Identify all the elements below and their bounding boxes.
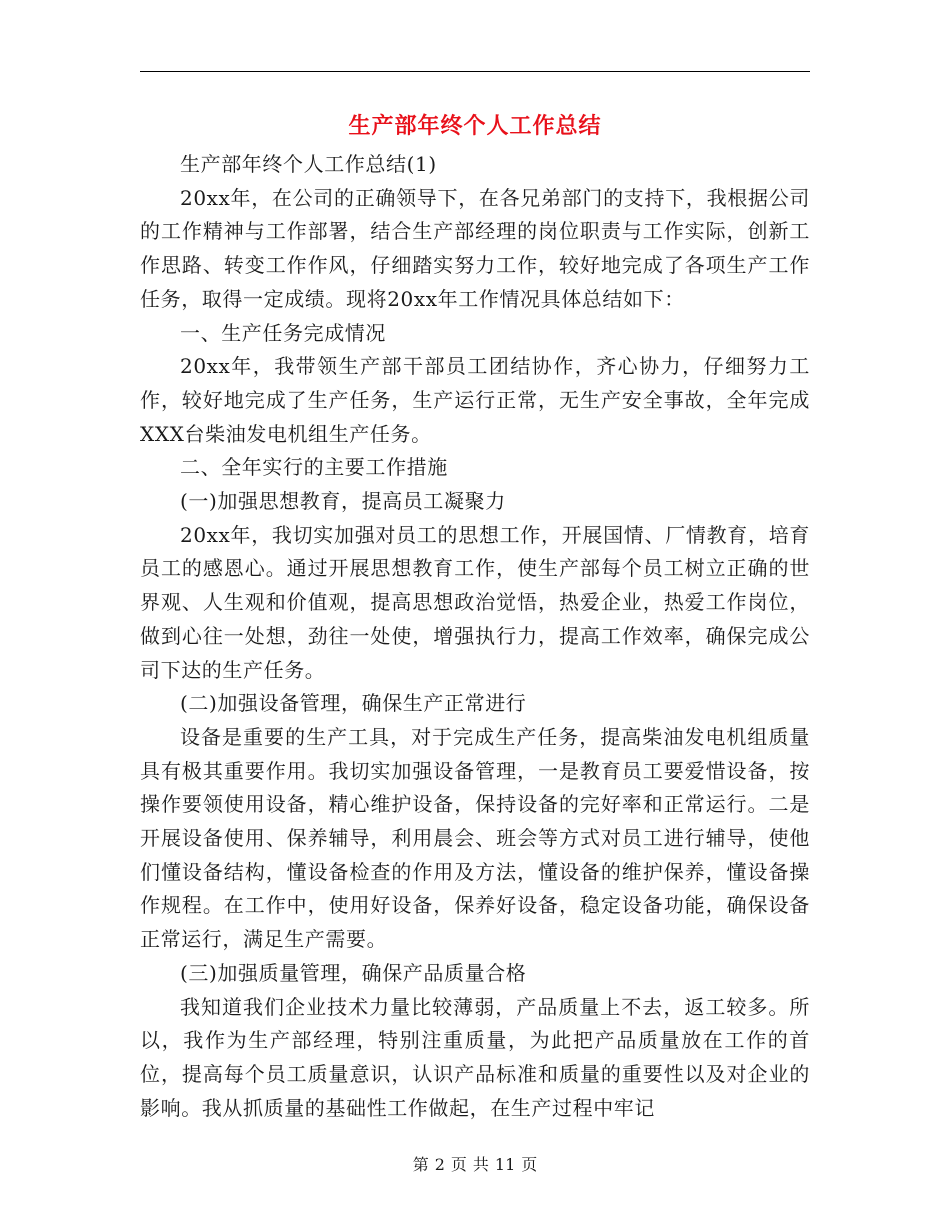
page-footer	[0, 1153, 950, 1177]
current-page-number: 2	[434, 1155, 445, 1174]
total-page-count: 11	[494, 1155, 516, 1174]
page-prefix: 第	[412, 1155, 429, 1174]
section-heading: 一、生产任务完成情况	[180, 320, 386, 345]
body-paragraph: 我知道我们企业技术力量比较薄弱，产品质量上不去，返工较多。所以，我作为生产部经理，特别注重质量，为此把产品质量放在工作的首位，提高每个员工质量意识，认识产品标准和质量的重要性以及对企业的影响。我从抓质量的基础性工作做起，在生产过程中牢记	[140, 994, 810, 1120]
total-prefix: 共	[472, 1155, 489, 1174]
page-suffix: 页	[521, 1155, 538, 1174]
document-body	[140, 148, 810, 1125]
body-paragraph: 20xx年，在公司的正确领导下，在各兄弟部门的支持下，我根据公司的工作精神与工作部署，结合生产部经理的岗位职责与工作实际，创新工作思路、转变工作作风，仔细踏实努力工作，较好地完成了各项生产工作任务，取得一定成绩。现将20xx年工作情况具体总结如下：	[140, 185, 810, 311]
section-heading: 生产部年终个人工作总结(1)	[180, 152, 437, 176]
body-paragraph: 20xx年，我带领生产部干部员工团结协作，齐心协力，仔细努力工作，较好地完成了生产任务，生产运行正常，无生产安全事故，全年完成XXX台柴油发电机组生产任务。	[140, 354, 810, 446]
header-rule	[140, 71, 810, 72]
body-paragraph: 设备是重要的生产工具，对于完成生产任务，提高柴油发电机组质量具有极其重要作用。我切实加强设备管理，一是教育员工要爱惜设备，按操作要领使用设备，精心维护设备，保持设备的完好率和正常运行。二是开展设备使用、保养辅导，利用晨会、班会等方式对员工进行辅导，使他们懂设备结构，懂设备检查的作用及方法，懂设备的维护保养，懂设备操作规程。在工作中，使用好设备，保养好设备，稳定设备功能，确保设备正常运行，满足生产需要。	[140, 724, 810, 952]
body-paragraph: 20xx年，我切实加强对员工的思想工作，开展国情、厂情教育，培育员工的感恩心。通过开展思想教育工作，使生产部每个员工树立正确的世界观、人生观和价值观，提高思想政治觉悟，热爱企业，热爱工作岗位，做到心往一处想，劲往一处使，增强执行力，提高工作效率，确保完成公司下达的生产任务。	[140, 522, 810, 682]
page-label: 页	[450, 1155, 467, 1174]
subsection-heading: (二)加强设备管理，确保生产正常进行	[180, 691, 527, 716]
subsection-heading: (三)加强质量管理，确保产品质量合格	[180, 960, 527, 985]
subsection-heading: (一)加强思想教育，提高员工凝聚力	[180, 489, 506, 514]
section-heading: 二、全年实行的主要工作措施	[180, 455, 448, 480]
document-title: 生产部年终个人工作总结	[348, 113, 602, 139]
